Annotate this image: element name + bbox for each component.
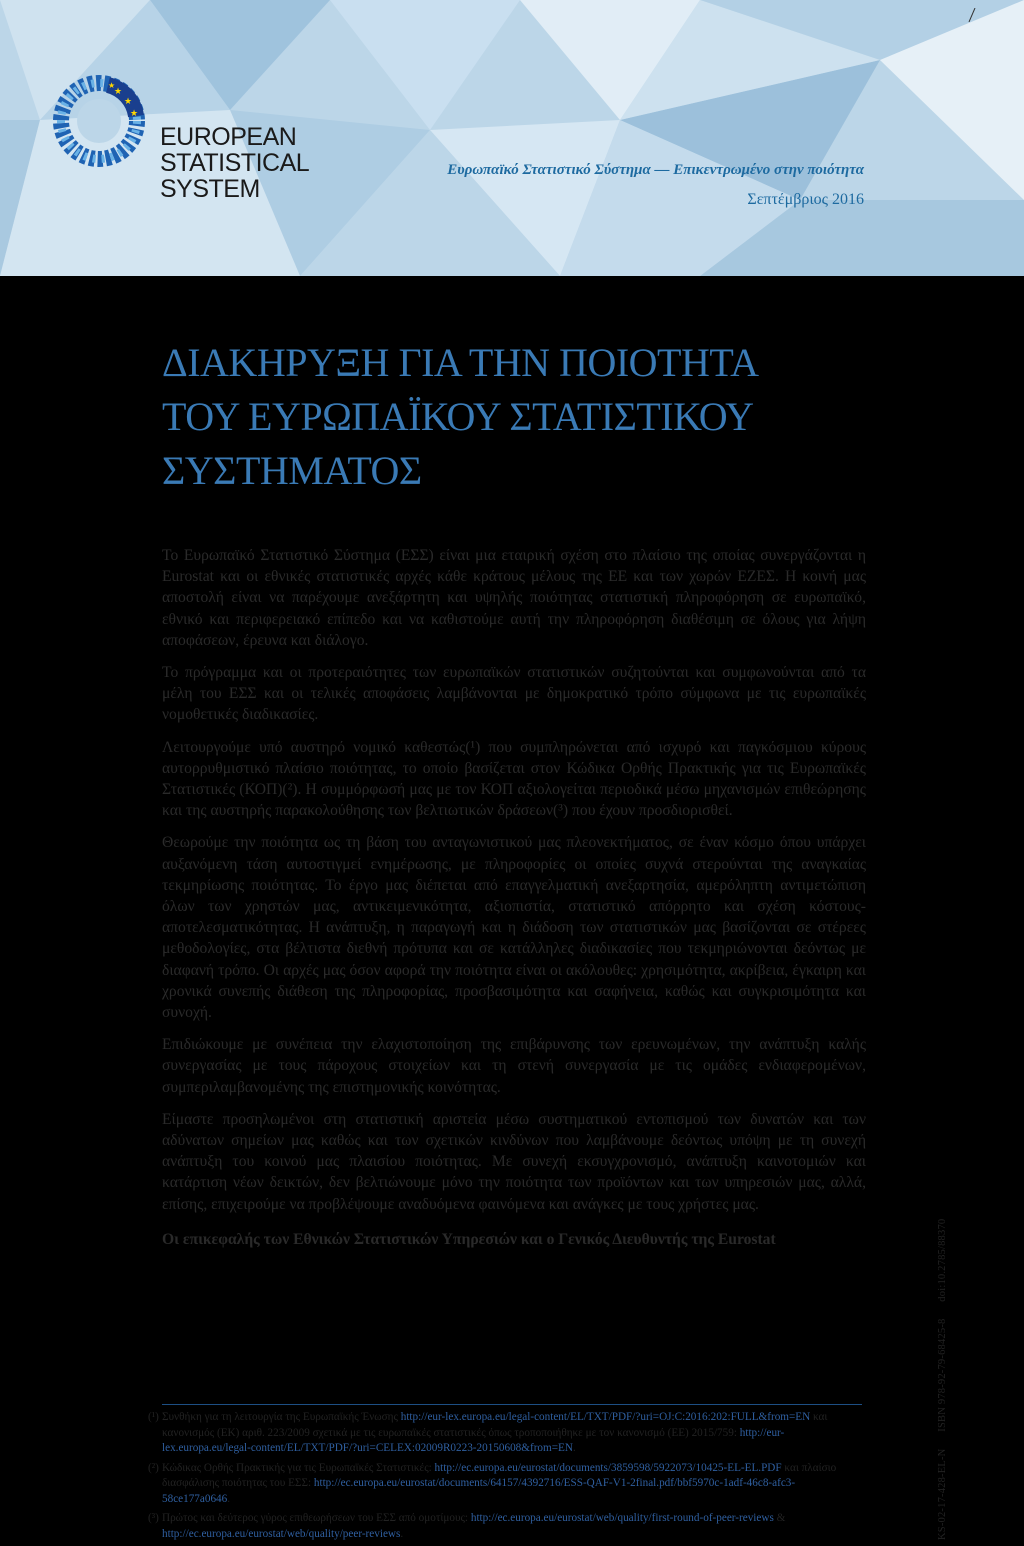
paragraph-3: Λειτουργούμε υπό αυστηρό νομικό καθεστώς(¹) που συμπληρώνεται από ισχυρό και παγκόσμιου κύρους αυτορρυθμιστικό πλαίσιο ποιότητας, το οποίο βασίζεται στον Κώδικα Ορθής Πρακτικής για τις Ευρωπαϊκές Στατιστικές (ΚΟΠ)(²). Η συμμόρφωσή μας με τον ΚΟΠ αξιολογείται περιοδικά μέσω μηχανισμών επιθεώρησης και της αυστηρής παρακολούθησης των βελτιωτικών δράσεων(³) που έχουν προσδιορισθεί. [162,738,866,820]
footnotes [148,1410,862,1546]
footnote-text-part: Συνθήκη για τη λειτουργία της Ευρωπαϊκής Ένωσης [162,1411,398,1423]
signature: Οι επικεφαλής των Εθνικών Στατιστικών Υπηρεσιών και ο Γενικός Διευθυντής της Eurostat [162,1230,776,1248]
wordmark-line-1: EUROPEAN [160,123,297,151]
paragraph-4: Θεωρούμε την ποιότητα ως τη βάση του ανταγωνιστικού μας πλεονεκτήματος, σε έναν κόσμο όπου υπάρχει αυξανόμενη τάση αυτοστιγμεί ενημέρωσης, με πληροφορίες οι οποίες συχνά στερούνται της αναγκαίας τεκμηρίωσης ποιότητας. Το έργο μας διέπεται από επαγγελματική ανεξαρτησία, αμερόληπτη αντιμετώπιση όλων των χρηστών μας, αντικειμενικότητα, αξιοπιστία, στατιστικό απόρρητο και σχέση κόστους-αποτελεσματικότητας. Η ανάπτυξη, η παραγωγή και η διάδοση των στατιστικών μας βασίζονται σε στέρεες μεθοδολογίες, στα βέλτιστα διεθνή πρότυπα και σε κατάλληλες διαδικασίες που τεκμηριώνονται δεόντως με διαφανή τρόπο. Οι αρχές μας όσον αφορά την ποιότητα είναι οι ακόλουθες: χρησιμότητα, ακρίβεια, έγκαιρη και χρονικά συνεπής διάθεση της πληροφορίας, προσβασιμότητα και σαφήνεια, καθώς και συγκρισιμότητα και συνοχή. [162,834,866,1022]
ess-wordmark [160,124,309,202]
footnote-number: (²) [148,1461,159,1474]
footnote-text-part: . [572,1442,576,1454]
footnote-number: (¹) [148,1411,159,1423]
svg-text:★: ★ [130,108,139,118]
title-line-2: ΤΟΥ ΕΥΡΩΠΑΪΚΟΥ ΣΤΑΤΙΣΤΙΚΟΥ [162,394,754,439]
footnote-divider [162,1404,862,1405]
footnote-text [162,1461,862,1508]
polygon-background [0,0,1024,276]
publication-codes [937,1205,948,1540]
header-subtitle: Ευρωπαϊκό Στατιστικό Σύστημα — Επικεντρωμένο στην ποιότητα [447,162,864,178]
paragraph-6: Είμαστε προσηλωμένοι στη στατιστική αριστεία μέσω συστηματικού εντοπισμού των δυνατών και των αδύνατων σημείων μας καθώς και των σχετικών κινδύνων που λαμβάνουμε δεόντως υπόψη με τη συνεχή ανάπτυξη του κοινού μας πλαισίου ποιότητας. Με συνεχή εκσυγχρονισμό, ανάπτυξη καινοτομιών και κατάρτιση νέων δεικτών, δεν βελτιώνουμε μόνο την ποιότητα των προϊόντων και των υπηρεσιών μας, αλλά, επίσης, επιχειρούμε να προβλέψουμε αναδυόμενα φαινόμενα και ανάγκες με τους χρήστες μας. [162,1110,866,1213]
footnote-number: (³) [148,1512,159,1524]
footnote-1 [148,1410,862,1457]
footnote-link[interactable]: http://eur-lex.europa.eu/legal-content/EL/TXT/PDF/?uri=OJ:C:2016:202:FULL&from=EN [400,1411,811,1423]
footnote-2 [148,1461,862,1508]
footnote-link[interactable]: http://eur-lex.europa.eu/legal-content/EL/TXT/PDF/?uri=CELEX:02009R0223-20150608&from=EN [162,1426,785,1454]
footnote-text-part: & [773,1512,786,1524]
footnote-text [162,1511,862,1542]
paragraph-5: Επιδιώκουμε με συνέπεια την ελαχιστοποίηση της επιβάρυνσης των ερευνωμένων, την ανάπτυξη καλής συνεργασίας με τους πάροχους στοιχείων και τη στενή συνεργασία με τις ομάδες ενδιαφερομένων, συμπεριλαμβανομένης της επιστημονικής κοινότητας. [162,1036,866,1096]
page-title [162,336,862,498]
footnote-link[interactable]: http://ec.europa.eu/eurostat/documents/3859598/5922073/10425-EL-EL.PDF [434,1461,782,1474]
footnote-3 [148,1511,862,1542]
footnote-text-part: Κώδικας Ορθής Πρακτικής για τις Ευρωπαϊκές Στατιστικές: [162,1461,432,1474]
svg-text:★: ★ [108,81,116,90]
isbn-number: ISBN 978-92-79-68425-8 [937,1318,948,1432]
paragraph-2: Το πρόγραμμα και οι προτεραιότητες των ευρωπαϊκών στατιστικών συζητούνται και συμφωνούνται από τα μέλη του ΕΣΣ και οι τελικές αποφάσεις λαμβάνονται με δημοκρατικό τρόπο σύμφωνα με τις ευρωπαϊκές νομοθετικές διαδικασίες. [162,664,866,724]
header-banner [0,0,1024,276]
footnote-text-part: . [227,1492,231,1505]
footnote-link[interactable]: http://ec.europa.eu/eurostat/web/quality/first-round-of-peer-reviews [470,1512,774,1524]
header-date: Σεπτέμβριος 2016 [747,191,864,208]
footnote-text-part: . [400,1527,404,1540]
catalogue-number: KS-02-17-428-EL-N [937,1448,948,1540]
ess-logo-icon [52,74,146,168]
title-line-3: ΣΥΣΤΗΜΑΤΟΣ [162,448,422,493]
footnote-text-part: και πλαίσιο διασφάλισης ποιότητας του ΕΣΣ: [162,1461,837,1489]
body-text [162,545,866,1261]
footnote-text-part: Πρώτος και δεύτερος γύρος επιθεωρήσεων του ΕΣΣ από ομοτίμους: [162,1512,469,1524]
doi-number: doi:10.2785/88370 [937,1218,948,1302]
footnote-link[interactable]: http://ec.europa.eu/eurostat/documents/64157/4392716/ESS-QAF-V1-2final.pdf/bbf5970c-1adf-46c8-afc3-58ce177a0646 [162,1477,796,1505]
svg-text:★: ★ [124,96,133,106]
footnote-text-part: και κανονισμός (ΕΚ) αριθ. 223/2009 σχετικά με τις ευρωπαϊκές στατιστικές όπως τροποποιήθηκε με τον κανονισμό (ΕΕ) 2015/759: [162,1411,828,1439]
paragraph-1: Το Ευρωπαϊκό Στατιστικό Σύστημα (ΕΣΣ) είναι μια εταιρική σχέση στο πλαίσιο της οποίας συνεργάζονται η Eurostat και οι εθνικές στατιστικές αρχές κάθε κράτους μέλους της ΕΕ και των χωρών ΕΖΕΣ. Η κοινή μας αποστολή είναι να παρέχουμε ανεξάρτητη και υψηλής ποιότητας στατιστική πληροφόρηση σε ευρωπαϊκό, εθνικό και περιφερειακό επίπεδο και να καθιστούμε αυτή την πληροφόρηση διαθέσιμη σε όλους για λήψη αποφάσεων, έρευνα και διάλογο. [162,547,866,649]
title-line-1: ΔΙΑΚΗΡΥΞΗ ΓΙΑ ΤΗΝ ΠΟΙΟΤΗΤΑ [162,340,759,385]
crop-mark-icon [968,8,976,22]
wordmark-line-3: SYSTEM [160,175,260,203]
footnote-text [162,1410,862,1457]
svg-text:★: ★ [114,86,123,96]
footnote-link[interactable]: http://ec.europa.eu/eurostat/web/quality/peer-reviews [162,1527,401,1540]
wordmark-line-2: STATISTICAL [160,149,310,177]
